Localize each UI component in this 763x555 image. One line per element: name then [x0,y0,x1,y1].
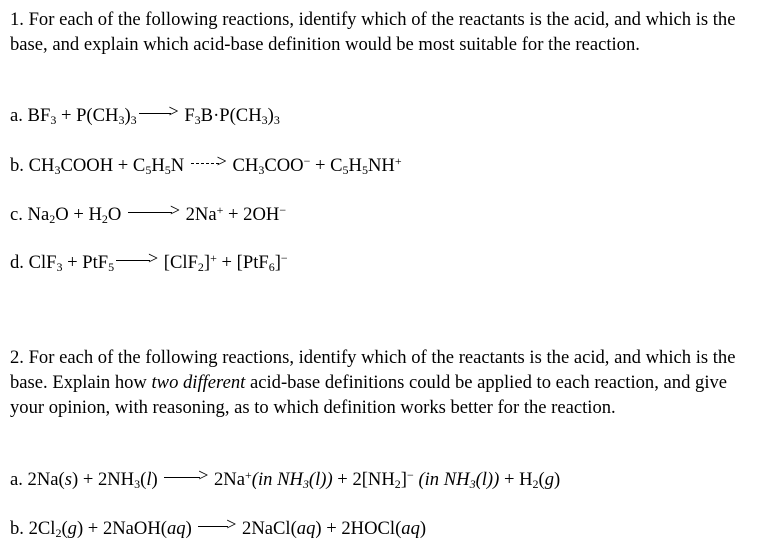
question-1-reaction-b: b. $CH_3COOH + C_5H_5N$ > $CH_3COO^- + C_5H_5NH^+$ [10,151,402,177]
question-2-text [10,345,755,420]
reaction-label: d. [10,252,24,273]
reaction-arrow-icon: > [139,109,179,119]
question-2-text-end: acid-base definitions could be applied to each reaction, and give your opinion, with reasoning, as to which definition works better for the reaction. [10,372,728,418]
reaction-arrow-icon: > [116,256,158,266]
reaction-label: a. [10,105,23,126]
question-1-reaction-c: c. $Na_2O + H_2O$ > 2Na+ + 2OH− [10,200,287,226]
question-1-text: 1. For each of the following reactions, identify which of the reactants is the acid, and which is the base, and explain which acid-base definition would be most suitable for the reaction. [10,9,736,55]
question-2-text-start: 2. For each of the following reactions, identify which of the reactants is the acid, and which is the base. Explain how [10,347,736,393]
question-2-reaction-a: a. $2Na(s) + 2NH_3(l)$ > 2Na+(in $NH_3(l)) + 2[NH_2]^-$ (in $NH_3(l)) + H_2(g)$ [10,465,561,491]
question-1-reaction-d: d. ClF$_3$ + PtF$_5$ > [ClF$_2$]+ + [PtF$_6$]− [10,248,288,274]
reaction-arrow-icon: > [128,208,180,218]
reaction-arrow-icon: > [198,522,236,532]
dashed-reaction-arrow-icon: > [191,159,227,169]
reaction-label: c. [10,204,23,225]
reaction-label: b. [10,155,24,176]
reaction-arrow-icon: > [164,473,208,483]
question-1-reaction-a: a. $BF_3 + P(CH_3)_3$ > $F_3B\cdot P(CH_3)_3$ [10,101,280,127]
reaction-label: b. [10,518,24,539]
reaction-label: a. [10,469,23,490]
question-2-text-emphasis: two different [151,372,246,393]
question-2-reaction-b: b. $2Cl_2(g)$ + 2NaOH(aq) > 2NaCl(aq) + 2HOCl(aq) [10,514,427,540]
